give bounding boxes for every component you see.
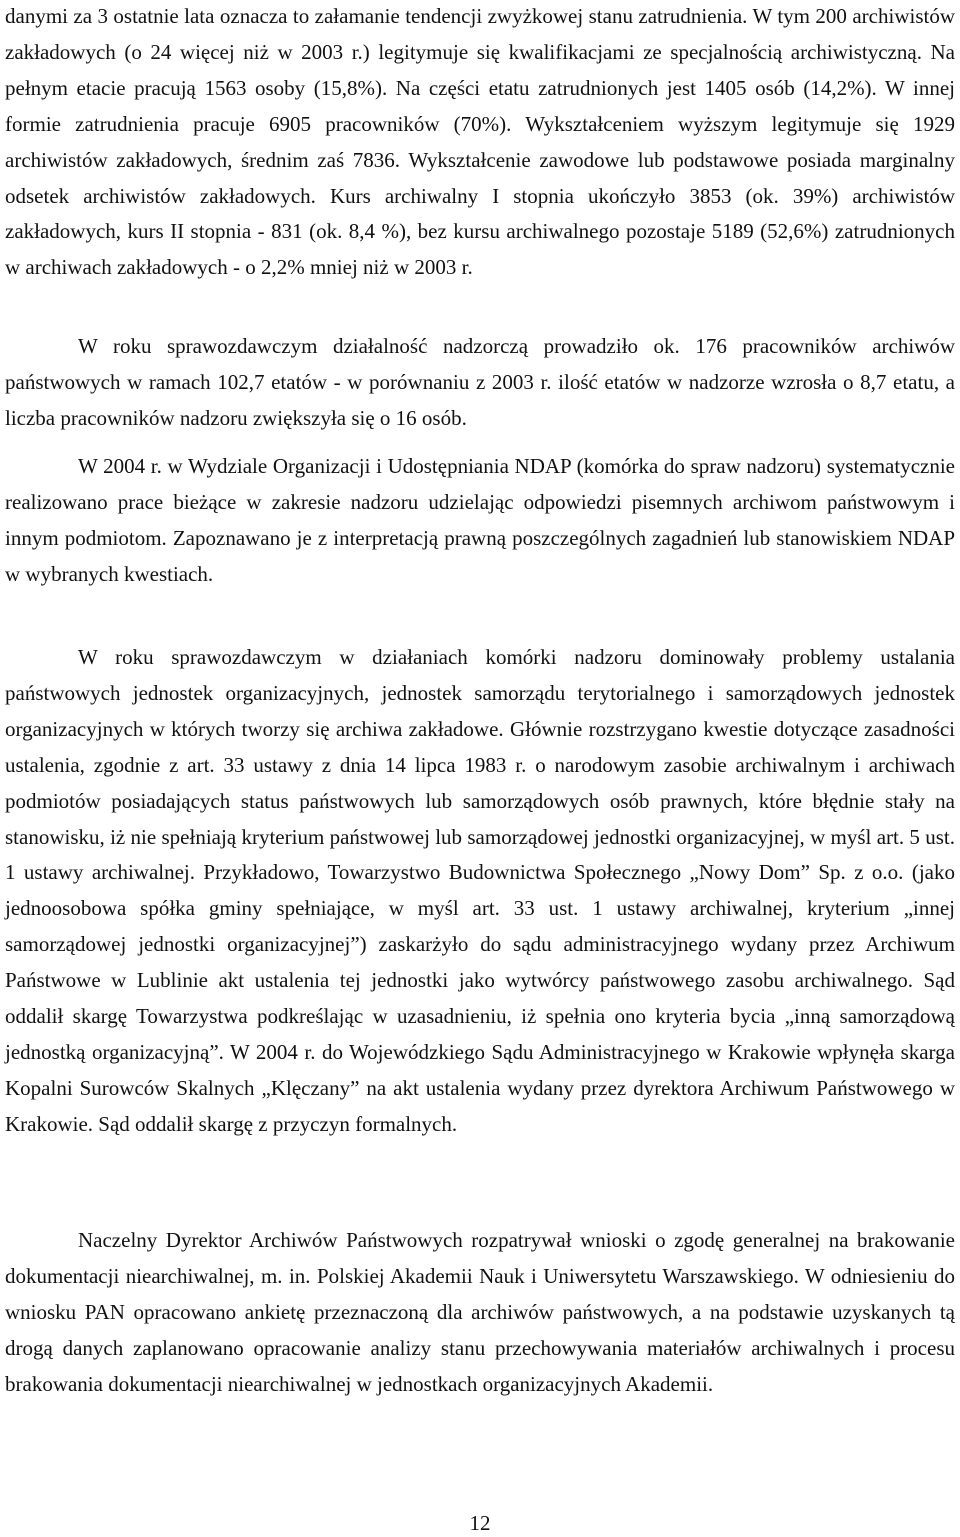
paragraph-supervision-problems: W roku sprawozdawczym w działaniach komórki nadzoru dominowały problemy ustalania państwowych jednostek organizacyjnych, jednostek samorządu terytorialnego i samorządowych jednostek organizacyjnych w których tworzy się archiwa zakładowe. Głównie rozstrzygano kwestie dotyczące zasadności ustalenia, zgodnie z art. 33 ustawy z dnia 14 lipca 1983 r. o narodowym zasobie archiwalnym i archiwach podmiotów posiadających status państwowych lub samorządowych osób prawnych, które błędnie stały na stanowisku, iż nie spełniają kryterium państwowej lub samorządowej jednostki organizacyjnej, w myśl art. 5 ust. 1 ustawy archiwalnej. Przykładowo, Towarzystwo Budownictwa Społecznego „Nowy Dom” Sp. z o.o. (jako jednoosobowa spółka gminy spełniające, w myśl art. 33 ust. 1 ustawy archiwalnej, kryterium „innej samorządowej jednostki organizacyjnej”) zaskarżyło do sądu administracyjnego wydany przez Archiwum Państwowe w Lublinie akt ustalenia tej jednostki jako wytwórcy państwowego zasobu archiwalnego. Sąd oddalił skargę Towarzystwa podkreślając w uzasadnieniu, iż spełnia ono kryteria bycia „inną samorządową jednostką organizacyjną”. W 2004 r. do Wojewódzkiego Sądu Administracyjnego w Krakowie wpłynęła skarga Kopalni Surowców Skalnych „Klęczany” na akt ustalenia wydany przez dyrektora Archiwum Państwowego w Krakowie. Sąd oddalił skargę z przyczyn formalnych. <box>5 645 955 1136</box>
paragraph-supervision-staff: W roku sprawozdawczym działalność nadzorczą prowadziło ok. 176 pracowników archiwów państwowych w ramach 102,7 etatów - w porównaniu z 2003 r. ilość etatów w nadzorze wzrosła o 8,7 etatu, a liczba pracowników nadzoru zwiększyła się o 16 osób. <box>5 334 955 430</box>
paragraph-staff-statistics: danymi za 3 ostatnie lata oznacza to załamanie tendencji zwyżkowej stanu zatrudnienia. W tym 200 archiwistów zakładowych (o 24 więcej niż w 2003 r.) legitymuje się kwalifikacjami ze specjalnością archiwistyczną. Na pełnym etacie pracują 1563 osoby (15,8%). Na części etatu zatrudnionych jest 1405 osób (14,2%). W innej formie zatrudnienia pracuje 6905 pracowników (70%). Wykształceniem wyższym legitymuje się 1929 archiwistów zakładowych, średnim zaś 7836. Wykształcenie zawodowe lub podstawowe posiada marginalny odsetek archiwistów zakładowych. Kurs archiwalny I stopnia ukończyło 3853 (ok. 39%) archiwistów zakładowych, kurs II stopnia - 831 (ok. 8,4 %), bez kursu archiwalnego pozostaje 5189 (52,6%) zatrudnionych w archiwach zakładowych - o 2,2% mniej niż w 2003 r. <box>5 4 955 280</box>
paragraph-disposal-requests: Naczelny Dyrektor Archiwów Państwowych rozpatrywał wnioski o zgodę generalnej na brakowanie dokumentacji niearchiwalnej, m. in. Polskiej Akademii Nauk i Uniwersytetu Warszawskiego. W odniesieniu do wniosku PAN opracowano ankietę przeznaczoną dla archiwów państwowych, a na podstawie uzyskanych tą drogą danych zaplanowano opracowanie analizy stanu przechowywania materiałów archiwalnych i procesu brakowania dokumentacji niearchiwalnej w jednostkach organizacyjnych Akademii. <box>5 1228 955 1396</box>
document-page <box>5 0 955 1533</box>
page-number: 12 <box>469 1511 491 1535</box>
paragraph-organization-department: W 2004 r. w Wydziale Organizacji i Udostępniania NDAP (komórka do spraw nadzoru) systematycznie realizowano prace bieżące w zakresie nadzoru udzielając odpowiedzi pisemnych archiwom państwowym i innym podmiotom. Zapoznawano je z interpretacją prawną poszczególnych zagadnień lub stanowiskiem NDAP w wybranych kwestiach. <box>5 454 955 586</box>
